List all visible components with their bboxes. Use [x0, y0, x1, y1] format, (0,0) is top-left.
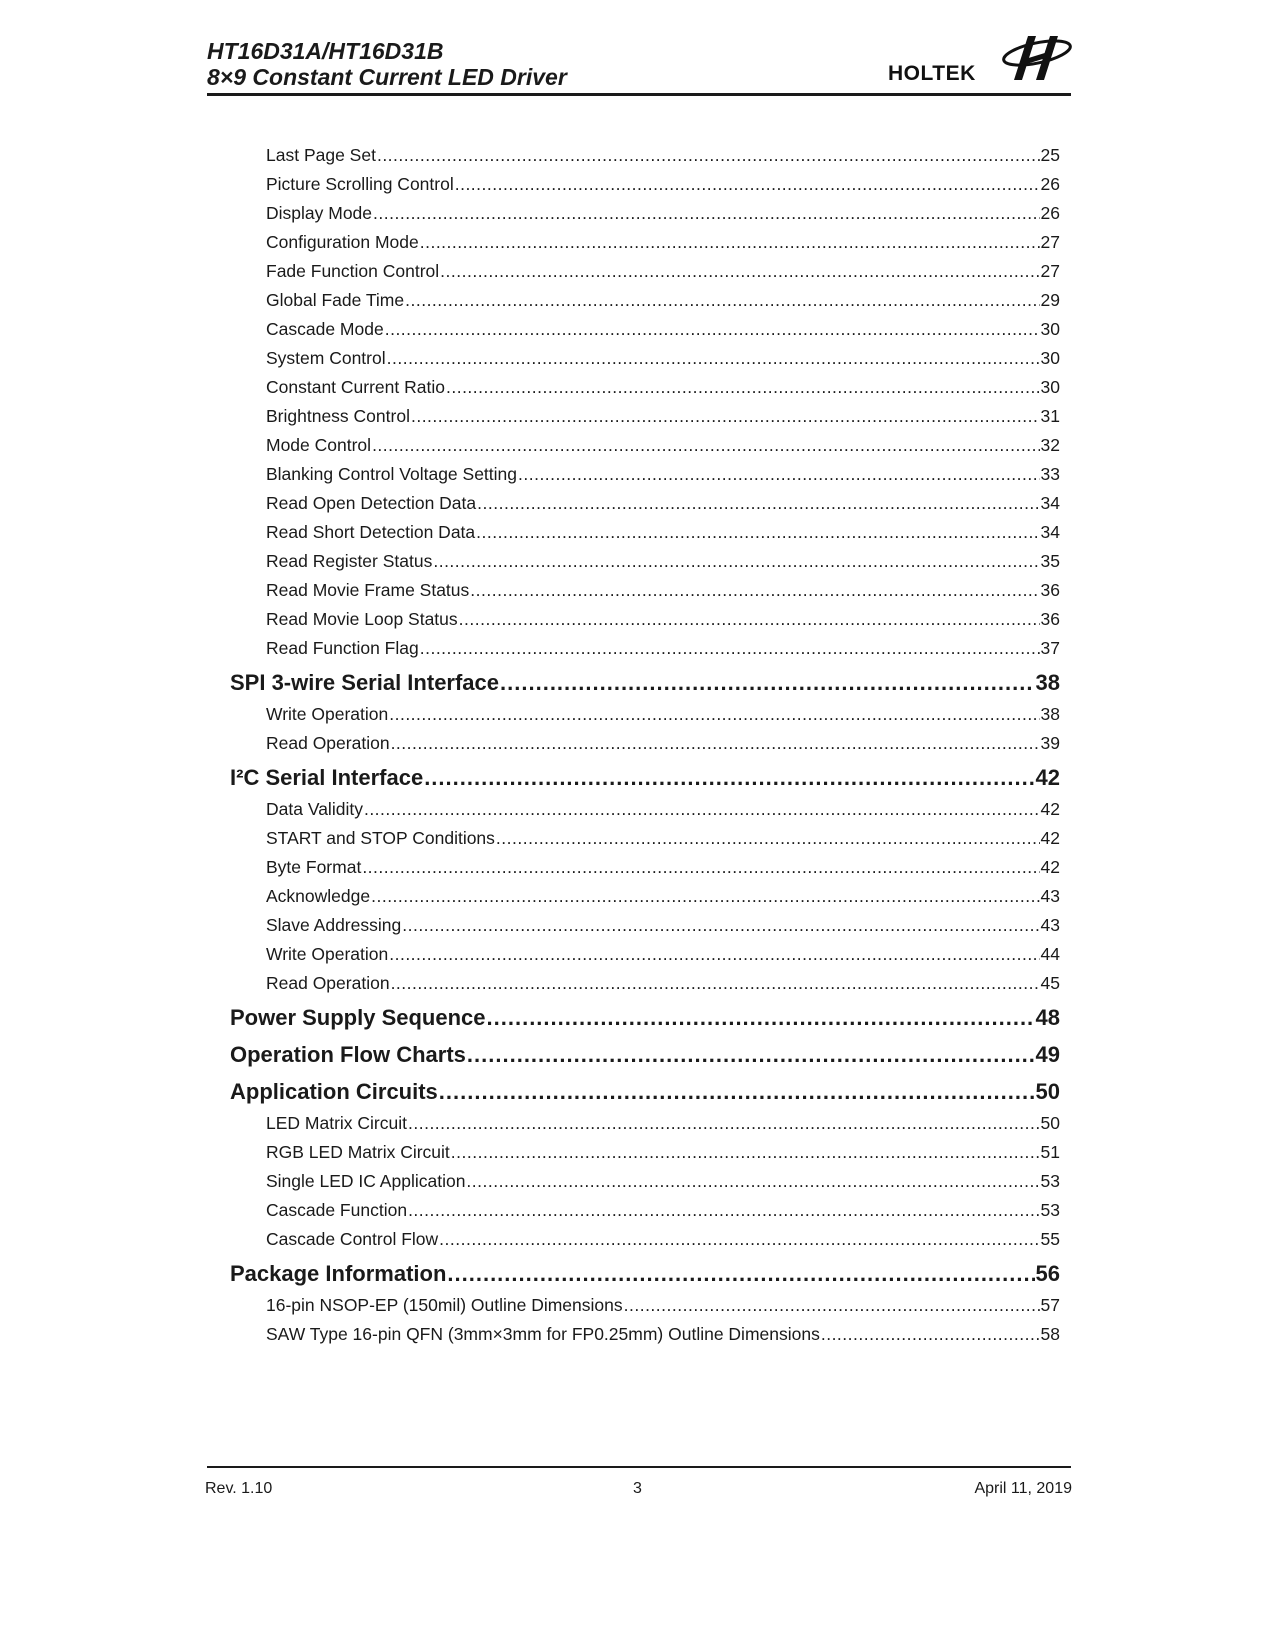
- part-number-title: HT16D31A/HT16D31B: [207, 38, 444, 64]
- toc-dot-leader: [500, 666, 1034, 700]
- toc-entry-title: LED Matrix Circuit: [266, 1113, 407, 1133]
- toc-subsection-entry[interactable]: [230, 969, 1060, 998]
- toc-dot-leader: [424, 761, 1034, 795]
- toc-dot-leader: [420, 228, 1040, 257]
- toc-subsection-entry[interactable]: [230, 576, 1060, 605]
- toc-subsection-entry[interactable]: [230, 1109, 1060, 1138]
- toc-dot-leader: [420, 634, 1040, 663]
- toc-dot-leader: [470, 576, 1039, 605]
- toc-entry-title: Read Movie Frame Status: [266, 580, 470, 600]
- toc-section-entry[interactable]: [230, 761, 1060, 795]
- toc-entry-page: 30: [1040, 348, 1060, 368]
- toc-entry-page: 43: [1040, 915, 1060, 935]
- toc-entry-title: Power Supply Sequence: [230, 1005, 486, 1030]
- toc-subsection-entry[interactable]: [230, 1225, 1060, 1254]
- toc-entry-title: Display Mode: [266, 203, 373, 223]
- toc-dot-leader: [387, 344, 1040, 373]
- toc-dot-leader: [466, 1167, 1039, 1196]
- toc-entry-title: Byte Format: [266, 857, 362, 877]
- toc-dot-leader: [447, 1257, 1034, 1291]
- toc-dot-leader: [377, 141, 1040, 170]
- toc-dot-leader: [476, 518, 1039, 547]
- toc-entry-page: 26: [1040, 174, 1060, 194]
- toc-dot-leader: [439, 1075, 1035, 1109]
- holtek-logo: [888, 28, 1074, 88]
- toc-entry-title: Configuration Mode: [266, 232, 419, 252]
- toc-entry-page: 29: [1040, 290, 1060, 310]
- toc-entry-page: 50: [1040, 1113, 1060, 1133]
- toc-entry-title: Write Operation: [266, 704, 389, 724]
- toc-dot-leader: [411, 402, 1040, 431]
- toc-entry-page: 39: [1040, 733, 1060, 753]
- toc-entry-page: 38: [1040, 704, 1060, 724]
- toc-subsection-entry[interactable]: [230, 853, 1060, 882]
- toc-entry-page: 25: [1040, 145, 1060, 165]
- toc-entry-title: Fade Function Control: [266, 261, 440, 281]
- toc-entry-title: Slave Addressing: [266, 915, 402, 935]
- toc-dot-leader: [455, 170, 1040, 199]
- toc-subsection-entry[interactable]: [230, 729, 1060, 758]
- logo-wordmark: HOLTEK: [888, 62, 976, 85]
- header-divider: [207, 93, 1071, 96]
- toc-dot-leader: [389, 700, 1039, 729]
- toc-entry-page: 36: [1040, 580, 1060, 600]
- toc-dot-leader: [624, 1291, 1040, 1320]
- toc-entry-page: 45: [1040, 973, 1060, 993]
- toc-entry-title: Constant Current Ratio: [266, 377, 445, 397]
- toc-subsection-entry[interactable]: [230, 257, 1060, 286]
- toc-entry-page: 42: [1040, 799, 1060, 819]
- toc-subsection-entry[interactable]: [230, 1138, 1060, 1167]
- toc-subsection-entry[interactable]: [230, 286, 1060, 315]
- toc-entry-page: 30: [1040, 319, 1060, 339]
- toc-dot-leader: [467, 1038, 1035, 1072]
- toc-entry-title: Read Short Detection Data: [266, 522, 476, 542]
- toc-entry-title: Read Register Status: [266, 551, 433, 571]
- toc-entry-title: SAW Type 16-pin QFN (3mm×3mm for FP0.25mm) Outline Dimensions: [266, 1324, 820, 1344]
- toc-dot-leader: [518, 460, 1040, 489]
- toc-dot-leader: [405, 286, 1039, 315]
- toc-entry-title: Write Operation: [266, 944, 389, 964]
- toc-subsection-entry[interactable]: [230, 1167, 1060, 1196]
- document-title: [207, 38, 567, 90]
- toc-entry-title: Data Validity: [266, 799, 363, 819]
- toc-entry-page: 42: [1035, 765, 1060, 790]
- toc-section-entry[interactable]: [230, 1257, 1060, 1291]
- toc-dot-leader: [402, 911, 1039, 940]
- toc-entry-title: Brightness Control: [266, 406, 410, 426]
- toc-dot-leader: [440, 257, 1039, 286]
- toc-dot-leader: [371, 882, 1039, 911]
- toc-subsection-entry[interactable]: [230, 489, 1060, 518]
- toc-subsection-entry[interactable]: [230, 795, 1060, 824]
- toc-entry-page: 44: [1040, 944, 1060, 964]
- toc-entry-title: Acknowledge: [266, 886, 371, 906]
- toc-entry-title: Last Page Set: [266, 145, 376, 165]
- toc-subsection-entry[interactable]: [230, 1196, 1060, 1225]
- toc-subsection-entry[interactable]: [230, 141, 1060, 170]
- toc-entry-page: 33: [1040, 464, 1060, 484]
- toc-subsection-entry[interactable]: [230, 1291, 1060, 1320]
- toc-subsection-entry[interactable]: [230, 882, 1060, 911]
- toc-dot-leader: [433, 547, 1039, 576]
- toc-entry-title: System Control: [266, 348, 386, 368]
- toc-entry-page: 34: [1040, 493, 1060, 513]
- toc-dot-leader: [385, 315, 1040, 344]
- toc-subsection-entry[interactable]: [230, 634, 1060, 663]
- toc-entry-page: 56: [1035, 1261, 1060, 1286]
- toc-entry-page: 27: [1040, 261, 1060, 281]
- toc-subsection-entry[interactable]: [230, 518, 1060, 547]
- toc-entry-page: 42: [1040, 857, 1060, 877]
- toc-entry-title: Operation Flow Charts: [230, 1042, 466, 1067]
- toc-dot-leader: [487, 1001, 1035, 1035]
- toc-dot-leader: [362, 853, 1039, 882]
- toc-dot-leader: [446, 373, 1040, 402]
- toc-entry-title: Read Operation: [266, 973, 390, 993]
- toc-entry-title: Global Fade Time: [266, 290, 405, 310]
- toc-entry-title: SPI 3-wire Serial Interface: [230, 670, 500, 695]
- footer-divider: [207, 1466, 1071, 1468]
- product-subtitle: 8×9 Constant Current LED Driver: [207, 64, 567, 90]
- toc-entry-title: Application Circuits: [230, 1079, 438, 1104]
- toc-entry-page: 37: [1040, 638, 1060, 658]
- toc-subsection-entry[interactable]: [230, 911, 1060, 940]
- toc-entry-title: Cascade Control Flow: [266, 1229, 439, 1249]
- toc-subsection-entry[interactable]: [230, 344, 1060, 373]
- toc-entry-page: 36: [1040, 609, 1060, 629]
- toc-entry-title: 16-pin NSOP-EP (150mil) Outline Dimensions: [266, 1295, 623, 1315]
- toc-entry-page: 27: [1040, 232, 1060, 252]
- toc-dot-leader: [389, 940, 1039, 969]
- toc-entry-page: 58: [1040, 1324, 1060, 1344]
- toc-dot-leader: [364, 795, 1040, 824]
- toc-entry-title: Package Information: [230, 1261, 447, 1286]
- toc-entry-page: 57: [1040, 1295, 1060, 1315]
- toc-entry-page: 30: [1040, 377, 1060, 397]
- toc-dot-leader: [451, 1138, 1040, 1167]
- toc-entry-page: 31: [1040, 406, 1060, 426]
- toc-subsection-entry[interactable]: [230, 431, 1060, 460]
- toc-entry-title: Read Movie Loop Status: [266, 609, 458, 629]
- toc-entry-title: START and STOP Conditions: [266, 828, 495, 848]
- toc-entry-page: 53: [1040, 1200, 1060, 1220]
- toc-entry-page: 43: [1040, 886, 1060, 906]
- toc-entry-title: RGB LED Matrix Circuit: [266, 1142, 450, 1162]
- toc-dot-leader: [391, 969, 1040, 998]
- holtek-logo-icon: [992, 28, 1074, 86]
- toc-entry-title: Cascade Function: [266, 1200, 408, 1220]
- toc-section-entry[interactable]: [230, 1038, 1060, 1072]
- toc-entry-page: 55: [1040, 1229, 1060, 1249]
- toc-subsection-entry[interactable]: [230, 228, 1060, 257]
- toc-entry-page: 51: [1040, 1142, 1060, 1162]
- toc-subsection-entry[interactable]: [230, 1320, 1060, 1349]
- footer-revision: Rev. 1.10: [205, 1480, 273, 1497]
- toc-section-entry[interactable]: [230, 1001, 1060, 1035]
- toc-entry-page: 35: [1040, 551, 1060, 571]
- toc-entry-title: Read Operation: [266, 733, 390, 753]
- table-of-contents: [230, 141, 1060, 1349]
- toc-entry-page: 49: [1035, 1042, 1060, 1067]
- toc-dot-leader: [408, 1196, 1039, 1225]
- toc-subsection-entry[interactable]: [230, 199, 1060, 228]
- toc-entry-page: 38: [1035, 670, 1060, 695]
- toc-dot-leader: [459, 605, 1040, 634]
- footer-date: April 11, 2019: [974, 1480, 1072, 1497]
- toc-entry-title: Mode Control: [266, 435, 372, 455]
- toc-entry-page: 34: [1040, 522, 1060, 542]
- toc-section-entry[interactable]: [230, 666, 1060, 700]
- toc-entry-page: 26: [1040, 203, 1060, 223]
- toc-entry-page: 48: [1035, 1005, 1060, 1030]
- toc-subsection-entry[interactable]: [230, 170, 1060, 199]
- toc-subsection-entry[interactable]: [230, 824, 1060, 853]
- toc-subsection-entry[interactable]: [230, 373, 1060, 402]
- toc-entry-title: Single LED IC Application: [266, 1171, 466, 1191]
- toc-subsection-entry[interactable]: [230, 460, 1060, 489]
- toc-dot-leader: [373, 199, 1040, 228]
- toc-entry-title: Cascade Mode: [266, 319, 384, 339]
- toc-subsection-entry[interactable]: [230, 315, 1060, 344]
- toc-subsection-entry[interactable]: [230, 700, 1060, 729]
- toc-subsection-entry[interactable]: [230, 402, 1060, 431]
- toc-entry-page: 53: [1040, 1171, 1060, 1191]
- toc-dot-leader: [408, 1109, 1040, 1138]
- toc-entry-title: Picture Scrolling Control: [266, 174, 454, 194]
- toc-dot-leader: [391, 729, 1040, 758]
- toc-entry-title: I²C Serial Interface: [230, 765, 424, 790]
- toc-entry-title: Read Open Detection Data: [266, 493, 477, 513]
- toc-entry-title: Read Function Flag: [266, 638, 419, 658]
- toc-entry-page: 32: [1040, 435, 1060, 455]
- toc-dot-leader: [821, 1320, 1040, 1349]
- toc-entry-page: 50: [1035, 1079, 1060, 1104]
- toc-section-entry[interactable]: [230, 1075, 1060, 1109]
- toc-dot-leader: [439, 1225, 1039, 1254]
- toc-entry-title: Blanking Control Voltage Setting: [266, 464, 517, 484]
- toc-subsection-entry[interactable]: [230, 547, 1060, 576]
- toc-subsection-entry[interactable]: [230, 940, 1060, 969]
- toc-dot-leader: [477, 489, 1039, 518]
- footer-page-number: 3: [633, 1480, 642, 1497]
- toc-entry-page: 42: [1040, 828, 1060, 848]
- toc-dot-leader: [496, 824, 1040, 853]
- toc-subsection-entry[interactable]: [230, 605, 1060, 634]
- toc-dot-leader: [372, 431, 1039, 460]
